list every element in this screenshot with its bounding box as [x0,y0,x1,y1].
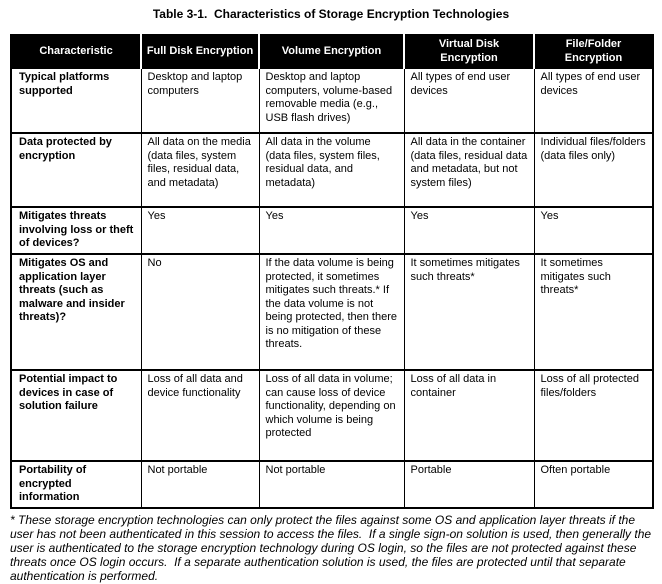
column-header-characteristic: Characteristic [11,35,141,68]
table-cell: Not portable [259,461,404,508]
table-cell: Loss of all protected files/folders [534,370,653,461]
row-label: Portability of encrypted information [11,461,141,508]
column-header-full-disk-encryption: Full Disk Encryption [141,35,259,68]
table-cell: Yes [404,207,534,254]
row-label: Mitigates threats involving loss or theft of devices? [11,207,141,254]
table-cell: Yes [259,207,404,254]
row-label: Potential impact to devices in case of solution failure [11,370,141,461]
table-cell: No [141,254,259,370]
table-cell: All data on the media (data files, system files, residual data, and metadata) [141,133,259,207]
table-cell: Loss of all data and device functionality [141,370,259,461]
table-cell: Yes [534,207,653,254]
table-row-typical-platforms [11,68,653,133]
table-cell: Not portable [141,461,259,508]
table-header [11,35,653,68]
table-cell: Loss of all data in volume; can cause loss of device functionality, depending on which volume is being protected [259,370,404,461]
column-header-volume-encryption: Volume Encryption [259,35,404,68]
table-cell: All types of end user devices [404,68,534,133]
table-body [11,68,653,508]
table-cell: It sometimes mitigates such threats* [534,254,653,370]
header-row [11,35,653,68]
table-cell: All types of end user devices [534,68,653,133]
column-header-file-folder-encryption: File/Folder Encryption [534,35,653,68]
storage-encryption-table [10,34,654,509]
table-cell: All data in the container (data files, residual data and metadata, but not system files) [404,133,534,207]
table-cell: Desktop and laptop computers [141,68,259,133]
column-header-virtual-disk-encryption: Virtual Disk Encryption [404,35,534,68]
table-cell: Individual files/folders (data files only) [534,133,653,207]
table-cell: Loss of all data in container [404,370,534,461]
table-footnote: * These storage encryption technologies can only protect the files against some OS and application layer threats if the user has not been authenticated in this session to access the files. If a single sign-on solution is used, then generally the user is authenticated to the storage encryption technology during OS login, so the files are not protected against these threats once OS login occurs. If a separate authentication solution is used, the files are protected until that separate authentication is performed. [10,512,655,584]
table-cell: Desktop and laptop computers, volume-based removable media (e.g., USB flash drives) [259,68,404,133]
table-cell: All data in the volume (data files, system files, residual data, and metadata) [259,133,404,207]
row-label: Typical platforms supported [11,68,141,133]
table-caption: Table 3-1. Characteristics of Storage Encryption Technologies [152,7,510,21]
table-row-mitigates-loss-theft [11,207,653,254]
row-label: Mitigates OS and application layer threats (such as malware and insider threats)? [11,254,141,370]
table-cell: If the data volume is being protected, it sometimes mitigates such threats.* If the data volume is not being protected, then there is no mitigation of these threats. [259,254,404,370]
table-row-portability [11,461,653,508]
table-cell: Often portable [534,461,653,508]
table-cell: It sometimes mitigates such threats* [404,254,534,370]
table-cell: Portable [404,461,534,508]
table-row-data-protected [11,133,653,207]
row-label: Data protected by encryption [11,133,141,207]
table-row-potential-impact [11,370,653,461]
table-row-mitigates-os-threats [11,254,653,370]
table-cell: Yes [141,207,259,254]
